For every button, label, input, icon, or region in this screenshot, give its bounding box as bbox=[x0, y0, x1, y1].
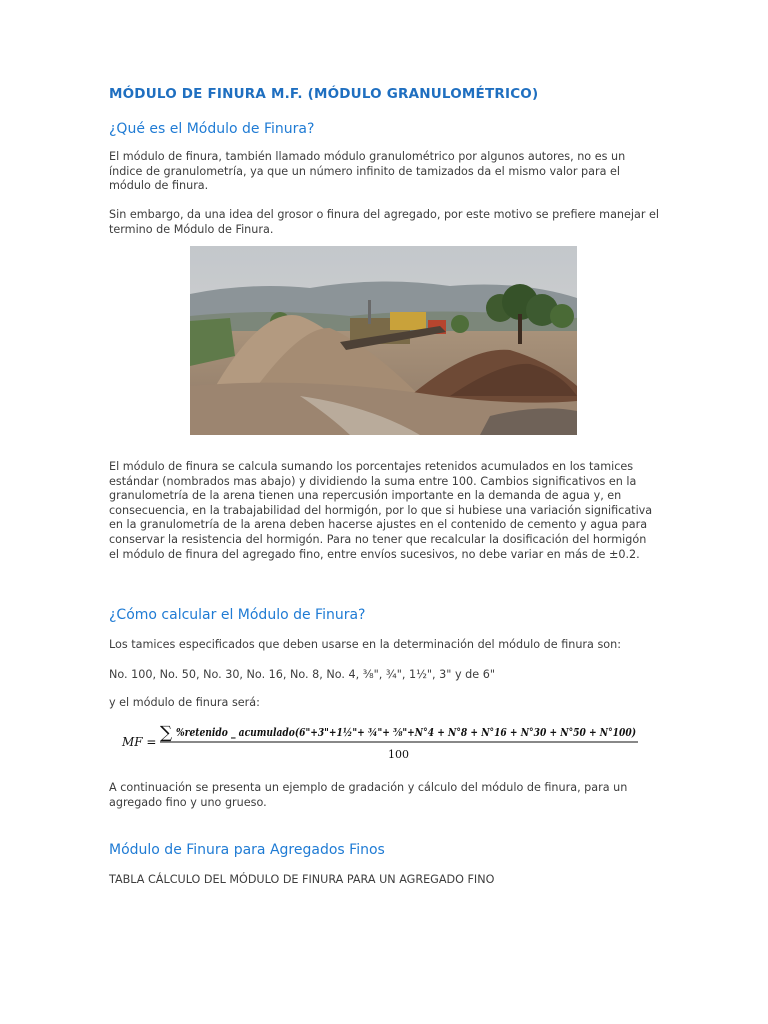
page-title: MÓDULO DE FINURA M.F. (MÓDULO GRANULOMÉTRICO) bbox=[109, 86, 539, 102]
heading-como-calcular: ¿Cómo calcular el Módulo de Finura? bbox=[109, 607, 366, 623]
formula-sum-symbol: ∑ bbox=[160, 723, 173, 743]
formula-numerator: %retenido _ acumulado(6"+3"+1½"+ ¾"+ ⅜"+N°4 + N°8 + N°16 + N°30 + N°50 + N°100) bbox=[176, 725, 741, 739]
heading-que-es: ¿Qué es el Módulo de Finura? bbox=[109, 121, 315, 137]
paragraph-sieve-list: No. 100, No. 50, No. 30, No. 16, No. 8, No. 4, ⅜", ¾", 1½", 3" y de 6" bbox=[109, 668, 495, 681]
formula-denominator: 100 bbox=[388, 748, 409, 761]
paragraph-modulo-sera: y el módulo de finura será: bbox=[109, 696, 260, 709]
table-caption: TABLA CÁLCULO DEL MÓDULO DE FINURA PARA UN AGREGADO FINO bbox=[109, 873, 495, 886]
paragraph-tamices: Los tamices especificados que deben usarse en la determinación del módulo de finura son: bbox=[109, 638, 621, 651]
paragraph-ejemplo: A continuación se presenta un ejemplo de gradación y cálculo del módulo de finura, para un agregado fino y uno grueso. bbox=[109, 781, 628, 809]
heading-agregados-finos: Módulo de Finura para Agregados Finos bbox=[109, 842, 385, 858]
paragraph-definition: El módulo de finura, también llamado módulo granulométrico por algunos autores, no es un índice de granulometría, ya que un número infinito de tamizados da el mismo valor para el módulo de finura. bbox=[109, 150, 626, 193]
aggregate-quarry-photo-icon bbox=[190, 246, 577, 435]
fineness-modulus-formula bbox=[120, 718, 741, 764]
quarry-photo bbox=[190, 246, 577, 435]
paragraph-calculo: El módulo de finura se calcula sumando los porcentajes retenidos acumulados en los tamices estándar (nombrados mas abajo) y dividiendo la suma entre 100. Cambios significativos en la granulometría de la arena tienen una repercusión importante en la demanda de agua y, en consecuencia, en la trabajabilidad del hormigón, por lo que si hubiese una variación significativa en la granulometría de la arena deben hacerse ajustes en el contenido de cemento y agua para conservar la resistencia del hormigón. Para no tener que recalcular la dosificación del hormigón el módulo de finura del agregado fino, entre envíos sucesivos, no debe variar en más de ±0.2. bbox=[109, 460, 653, 561]
formula-lhs: MF = bbox=[122, 735, 157, 749]
paragraph-grosor: Sin embargo, da una idea del grosor o finura del agregado, por este motivo se prefiere manejar el termino de Módulo de Finura. bbox=[109, 208, 660, 236]
